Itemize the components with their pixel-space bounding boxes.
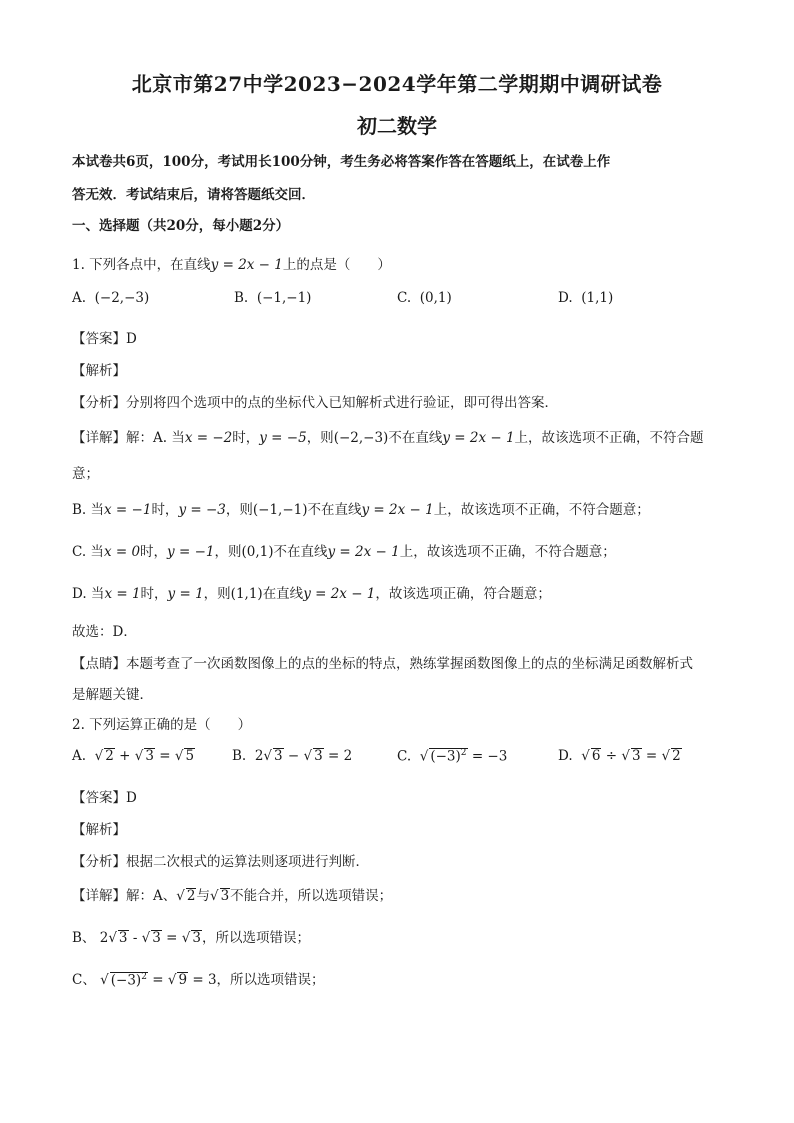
operator: + — [119, 748, 131, 764]
option-value: (−1,−1) — [256, 290, 312, 306]
q1-detail-c — [72, 540, 616, 560]
text: 在直线 — [262, 586, 304, 602]
operator: = — [471, 748, 484, 765]
equation: y = −1 — [167, 544, 215, 560]
q2-fenxi: 【分析】根据二次根式的运算法则逐项进行判断． — [72, 854, 369, 870]
coefficient: 2 — [254, 748, 264, 764]
text: 上，故该选项不正确，不符合题意； — [433, 502, 650, 518]
text: ，则 — [203, 586, 231, 602]
radicand: 5 — [185, 748, 195, 764]
text: B、 — [72, 930, 96, 946]
text: ，则 — [306, 430, 334, 446]
text: 上，故该选项不正确，不符合题 — [514, 430, 704, 446]
equation: y = 2x − 1 — [303, 586, 376, 602]
option-letter: D. — [558, 290, 573, 306]
text: ，所以选项错误； — [216, 972, 325, 988]
text: 【详解】解：A. 当 — [72, 430, 185, 446]
radicand — [110, 972, 148, 988]
operator: − — [287, 748, 300, 764]
section-heading: 一、选择题（共20分，每小题2分） — [72, 218, 290, 234]
radicand: 2 — [672, 748, 681, 764]
operator: - — [132, 930, 138, 946]
q1-stem — [72, 253, 391, 273]
option-letter: C. — [397, 748, 412, 765]
point: (1,1) — [230, 586, 263, 602]
page-subtitle: 初二数学 — [357, 114, 437, 138]
q1-stem-text: 1. 下列各点中，在直线 — [72, 257, 211, 273]
q2-detail-a: 【详解】解：A、√ 2与√ 3不能合并，所以选项错误； — [72, 888, 393, 904]
text: ，则 — [214, 544, 242, 560]
q2-stem: 2. 下列运算正确的是（ ） — [72, 717, 252, 733]
text: 时， — [140, 544, 168, 560]
equation: y = −5 — [259, 430, 307, 446]
text: D. 当 — [72, 586, 105, 602]
equation: x = −1 — [104, 502, 152, 518]
text: 不在直线 — [307, 502, 362, 518]
text: ，故该选项正确，符合题意； — [375, 586, 551, 602]
operator: ÷ — [605, 748, 618, 764]
text: B. 当 — [72, 502, 105, 518]
option-letter: B. — [234, 290, 249, 306]
radicand: 9 — [178, 972, 188, 988]
radicand: 2 — [105, 748, 114, 764]
operator: = — [192, 972, 204, 988]
equation: x = −2 — [184, 430, 233, 446]
operator: = — [328, 748, 340, 764]
q2-answer: 【答案】D — [72, 790, 137, 806]
text: 不能合并，所以选项错误； — [230, 888, 393, 904]
option-letter: A. — [72, 290, 87, 306]
radicand: 3 — [152, 930, 161, 946]
q1-dianjing-1: 【点睛】本题考查了一次函数图像上的点的坐标的特点，熟练掌握函数图像上的点的坐标满足函数解析式 — [72, 656, 693, 672]
q1-stem-equation: y = 2x − 1 — [210, 257, 283, 273]
q2-detail-b: B、 2√ 3 - √ 3 = √ 3，所以选项错误； — [72, 930, 310, 946]
option-letter: C. — [397, 290, 412, 306]
q2-option-c: C. √ $(-3)^2 = -3$ — [397, 748, 508, 765]
q1-conclusion: 故选：D． — [72, 624, 137, 640]
coefficient: 2 — [99, 930, 109, 946]
option-value: (−2,−3) — [94, 290, 150, 306]
text: 与 — [196, 888, 210, 904]
option-letter: A. — [72, 748, 87, 764]
text: ，所以选项错误； — [201, 930, 310, 946]
exponent: 2 — [141, 971, 147, 982]
equation: y = 1 — [167, 586, 204, 602]
operator: = — [152, 972, 164, 988]
radicand: 3 — [192, 930, 201, 946]
radicand: 6 — [591, 748, 601, 764]
option-letter: B. — [232, 748, 247, 764]
radicand: 3 — [314, 748, 323, 764]
equation: x = 1 — [104, 586, 141, 602]
result: −3 — [487, 748, 508, 765]
q1-detail-b — [72, 498, 650, 518]
page-title: 北京市第27中学2023−2024学年第二学期期中调研试卷 — [131, 72, 663, 96]
q1-option-c — [397, 290, 452, 306]
operator: = — [166, 930, 178, 946]
radicand: 3 — [118, 930, 128, 946]
text: 时， — [151, 502, 179, 518]
text: 不在直线 — [273, 544, 328, 560]
q1-option-d — [558, 290, 613, 306]
option-letter: D. — [558, 748, 573, 764]
equation: y = 2x − 1 — [327, 544, 400, 560]
radicand — [429, 748, 467, 764]
text: C、 — [72, 972, 96, 988]
intro-line-1: 本试卷共6页，100分，考试用长100分钟，考生务必将答案作答在答题纸上，在试卷上作 — [72, 154, 611, 170]
radicand: 3 — [631, 748, 641, 764]
text: 时， — [140, 586, 168, 602]
result: 2 — [343, 748, 353, 764]
q1-detail-a-wrap: 意； — [72, 466, 99, 482]
q2-option-d: D. √ 6 ÷ √ 3 = √ 2 — [558, 748, 681, 764]
radicand: 3 — [274, 748, 283, 764]
text: 时， — [232, 430, 260, 446]
q1-answer: 【答案】D — [72, 331, 137, 347]
text: ，则 — [225, 502, 253, 518]
equation: y = 2x − 1 — [361, 502, 434, 518]
equation: y = −3 — [178, 502, 226, 518]
q1-detail-a — [72, 426, 704, 446]
equation: x = 0 — [103, 544, 141, 560]
q2-analysis-tag: 【解析】 — [72, 822, 126, 838]
option-value: (1,1) — [581, 290, 614, 306]
operator: = — [159, 748, 171, 764]
radicand: 2 — [186, 888, 196, 904]
intro-line-2: 答无效．考试结束后，请将答题纸交回． — [72, 187, 315, 203]
point: (−1,−1) — [252, 502, 308, 518]
text: 不在直线 — [388, 430, 443, 446]
base: (−3) — [430, 748, 461, 765]
text: 上，故该选项不正确，不符合题意； — [399, 544, 616, 560]
text: C. 当 — [72, 544, 104, 560]
q1-option-a — [72, 290, 149, 306]
base: (−3) — [110, 972, 142, 988]
q2-option-a: A. √ 2 + √ 3 = √ 5 — [72, 748, 195, 764]
option-value: (0,1) — [419, 290, 452, 306]
result: 3 — [207, 972, 217, 988]
point: (−2,−3) — [333, 430, 389, 446]
operator: = — [645, 748, 658, 764]
point: (0,1) — [241, 544, 274, 560]
q1-detail-d — [72, 582, 551, 602]
q1-option-b — [234, 290, 311, 306]
q1-stem-text-end: 上的点是（ ） — [282, 257, 391, 273]
q2-detail-c: C、 √ $(-3)^2$ = √ 9 = 3，所以选项错误； — [72, 971, 325, 988]
q1-dianjing-2: 是解题关键． — [72, 687, 153, 703]
q1-analysis-tag: 【解析】 — [72, 363, 126, 379]
q1-fenxi: 【分析】分别将四个选项中的点的坐标代入已知解析式进行验证，即可得出答案． — [72, 395, 558, 411]
exponent: 2 — [460, 748, 467, 758]
q2-option-b: B. 2√ 3 − √ 3 = 2 — [232, 748, 353, 764]
radicand: 3 — [145, 748, 154, 764]
equation: y = 2x − 1 — [442, 430, 515, 446]
text: 【详解】解：A、 — [72, 888, 177, 904]
radicand: 3 — [220, 888, 230, 904]
